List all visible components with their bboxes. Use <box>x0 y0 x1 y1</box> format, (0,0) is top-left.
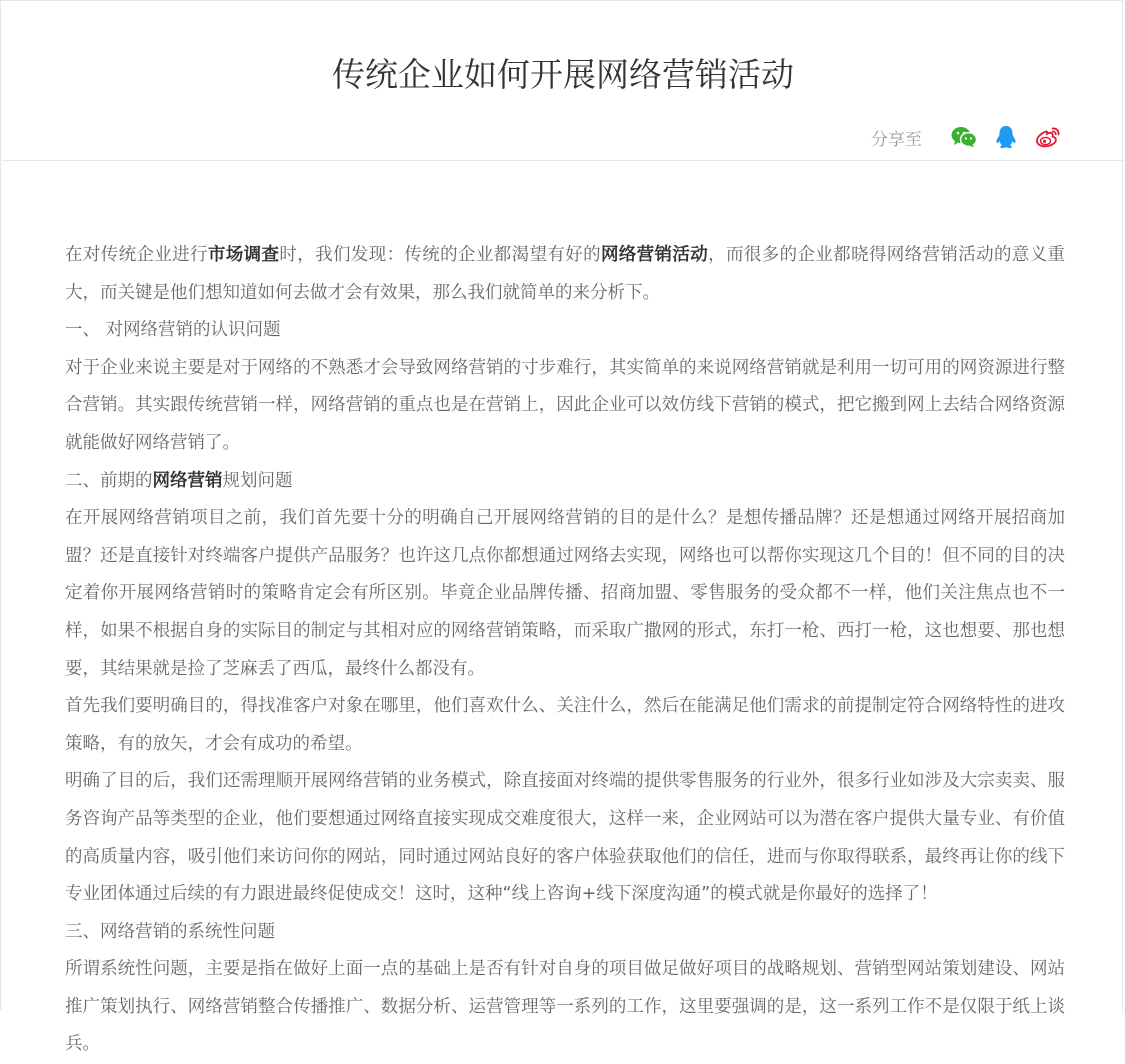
weibo-icon[interactable] <box>1034 123 1062 151</box>
share-bar <box>871 120 1062 154</box>
qq-icon[interactable] <box>992 123 1020 151</box>
text-span: ，而很多的企业都晓得网络营销活动的意义重大，而关键是他们想知道如何去做才会有效果，那么我们就简单的来分析下。 <box>65 245 1066 303</box>
paragraph-understanding: 对于企业来说主要是对于网络的不熟悉才会导致网络营销的寸步难行，其实简单的来说网络营销就是利用一切可用的网资源进行整合营销。其实跟传统营销一样，网络营销的重点也是在营销上，因此企业可以效仿线下营销的模式，把它搬到网上去结合网络资源就能做好网络营销了。 <box>65 357 1065 453</box>
text-span: 在对传统企业进行 <box>65 245 208 265</box>
paragraph-business-model: 明确了目的后，我们还需理顺开展网络营销的业务模式，除直接面对终端的提供零售服务的行业外，很多行业如涉及大宗卖卖、服务咨询产品等类型的企业，他们要想通过网络直接实现成交难度很大，这样一来，企业网站可以为潜在客户提供大量专业、有价值的高质量内容，吸引他们来访问你的网站，同时通过网站良好的客户体验获取他们的信任，进而与你取得联系，最终再让你的线下专业团体通过后续的有力跟进最终促使成交！这时，这种“线上咨询+线下深度沟通”的模式就是你最好的选择了！ <box>65 771 1065 905</box>
text-span: 时，我们发现：传统的企业都渴望有好的 <box>279 245 601 265</box>
article-body <box>65 237 1065 1064</box>
section-heading-1: 一、 对网络营销的认识问题 <box>65 320 281 341</box>
keyword-market-research: 市场调查 <box>207 245 280 265</box>
paragraph-planning: 在开展网络营销项目之前，我们首先要十分的明确自己开展网络营销的目的是什么？是想传播品牌？还是想通过网络开展招商加盟？还是直接针对终端客户提供产品服务？也许这几点你都想通过网络去实现，网络也可以帮你实现这几个目的！但不同的目的决定着你开展网络营销时的策略肯定会有所区别。毕竟企业品牌传播、招商加盟、零售服务的受众都不一样，他们关注焦点也不一样，如果不根据自身的实际目的制定与其相对应的网络营销策略，而采取广撒网的形式，东打一枪、西打一枪，这也想要、那也想要，其结果就是捡了芝麻丢了西瓜，最终什么都没有。 <box>65 508 1065 679</box>
article-header <box>2 2 1124 161</box>
wechat-icon[interactable] <box>950 123 978 151</box>
article-title: 传统企业如何开展网络营销活动 <box>332 55 794 94</box>
keyword-network-marketing: 网络营销 <box>152 470 223 491</box>
keyword-network-marketing-activity: 网络营销活动 <box>600 245 709 265</box>
text-span: 二、前期的 <box>65 470 153 491</box>
section-heading-2 <box>65 463 1065 501</box>
paragraph-goals: 首先我们要明确目的，得找准客户对象在哪里，他们喜欢什么、关注什么，然后在能满足他们需求的前提制定符合网络特性的进攻策略，有的放矢，才会有成功的希望。 <box>65 696 1065 754</box>
paragraph-systematic: 所谓系统性问题，主要是指在做好上面一点的基础上是否有针对自身的项目做足做好项目的战略规划、营销型网站策划建设、网站推广策划执行、网络营销整合传播推广、数据分析、运营管理等一系列的工作，这里要强调的是，这一系列工作不是仅限于纸上谈兵。 <box>65 959 1065 1055</box>
paragraph-intro <box>65 237 1065 312</box>
share-label: 分享至 <box>871 129 922 150</box>
text-span: 规划问题 <box>222 470 293 491</box>
section-heading-3: 三、网络营销的系统性问题 <box>65 921 275 942</box>
